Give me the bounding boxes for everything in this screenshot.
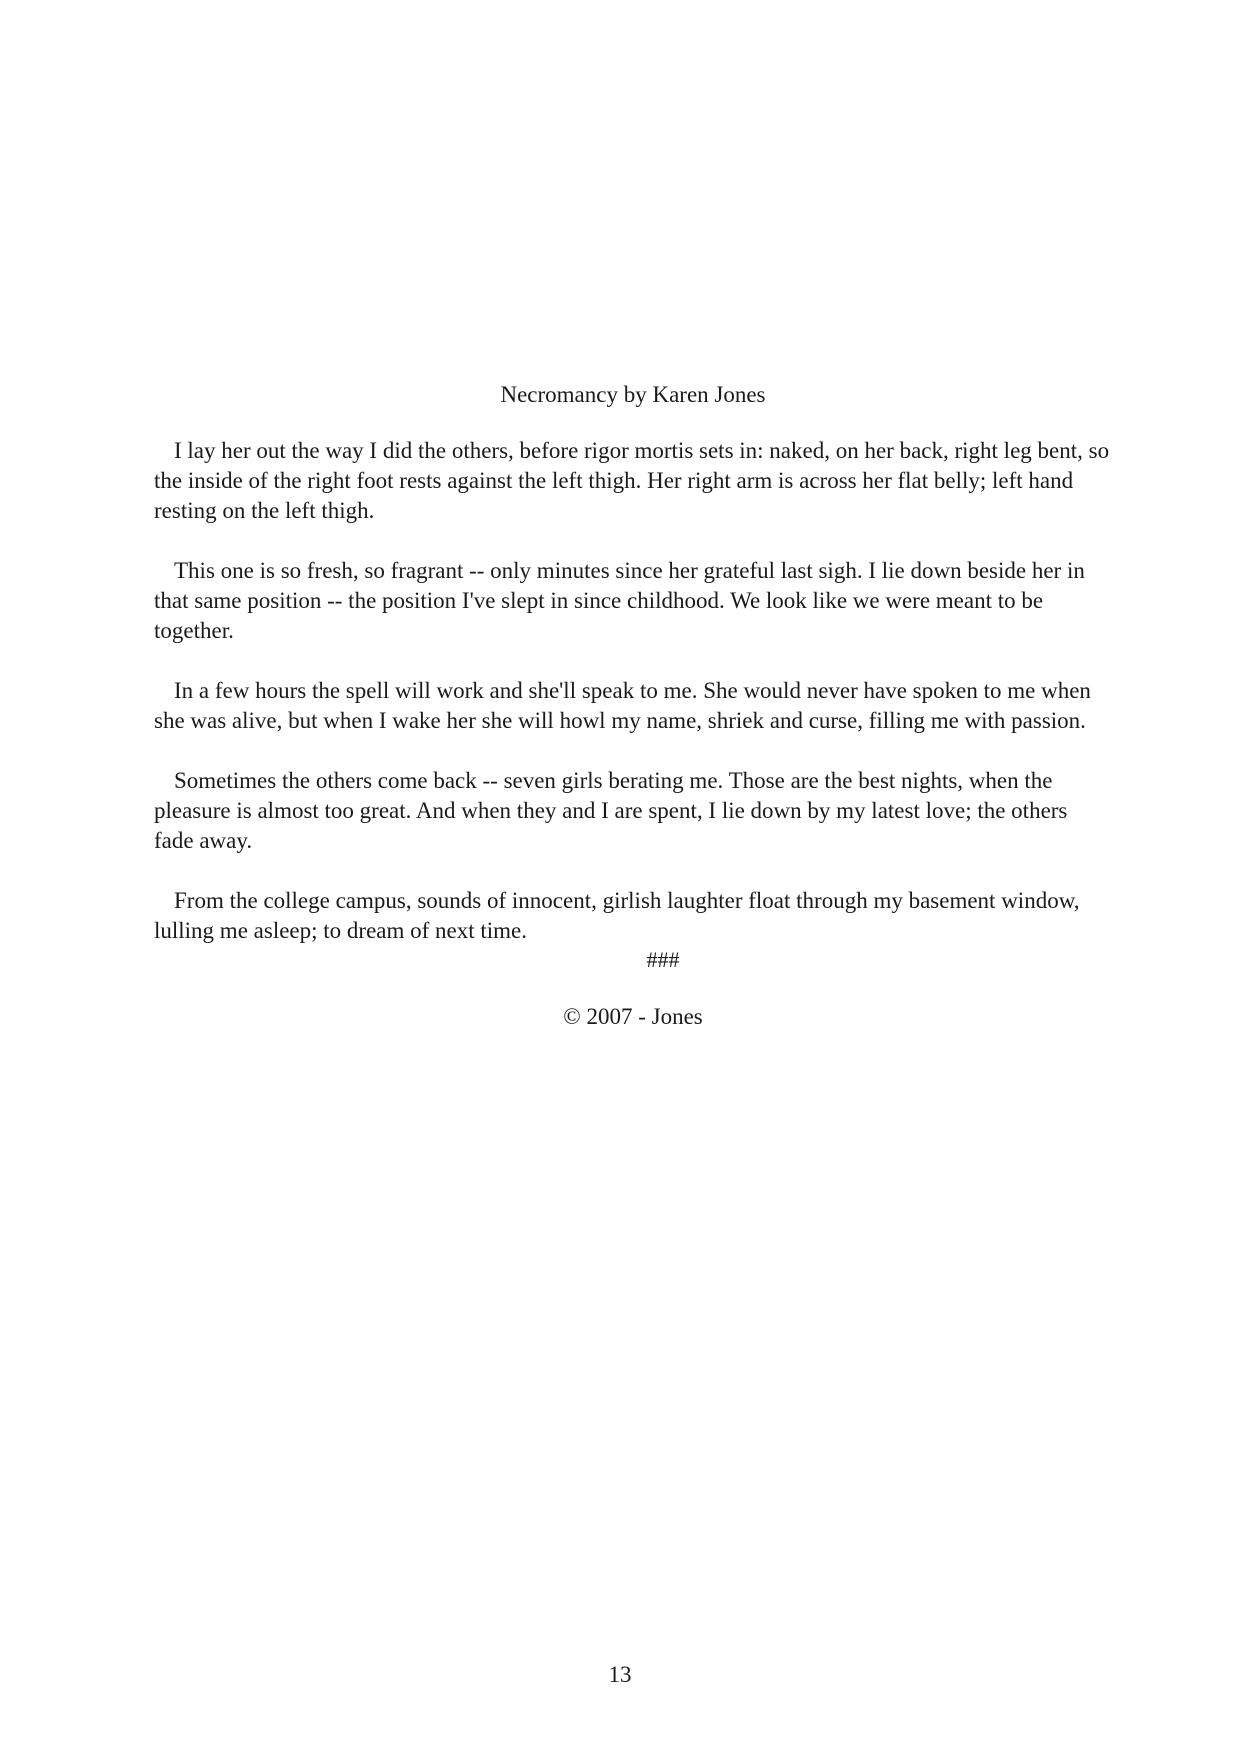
copyright-notice: © 2007 - Jones (563, 1004, 703, 1029)
page-number: 13 (608, 1662, 632, 1687)
story-body (154, 380, 1112, 1032)
story-paragraph-5: From the college campus, sounds of innocent, girlish laughter float through my basement window, lulling me asleep; to dream of next time. (154, 888, 1080, 943)
story-paragraph-3: In a few hours the spell will work and she'll speak to me. She would never have spoken to me when she was alive, but when I wake her she will howl my name, shriek and curse, filling me with passion. (154, 678, 1091, 733)
story-paragraph-1: I lay her out the way I did the others, before rigor mortis sets in: naked, on her back, right leg bent, so the inside of the right foot rests against the left thigh. Her right arm is across her flat belly; left hand resting on the left thigh. (154, 438, 1110, 523)
story-paragraph-2: This one is so fresh, so fragrant -- only minutes since her grateful last sigh. I lie down beside her in that same position -- the position I've slept in since childhood. We look like we were meant to be together. (154, 558, 1085, 643)
story-title: Necromancy by Karen Jones (500, 382, 766, 407)
end-mark: ### (646, 947, 680, 972)
story-paragraph-4: Sometimes the others come back -- seven girls berating me. Those are the best nights, when the pleasure is almost too great. And when they and I are spent, I lie down by my latest love; the others fade away. (154, 768, 1068, 853)
